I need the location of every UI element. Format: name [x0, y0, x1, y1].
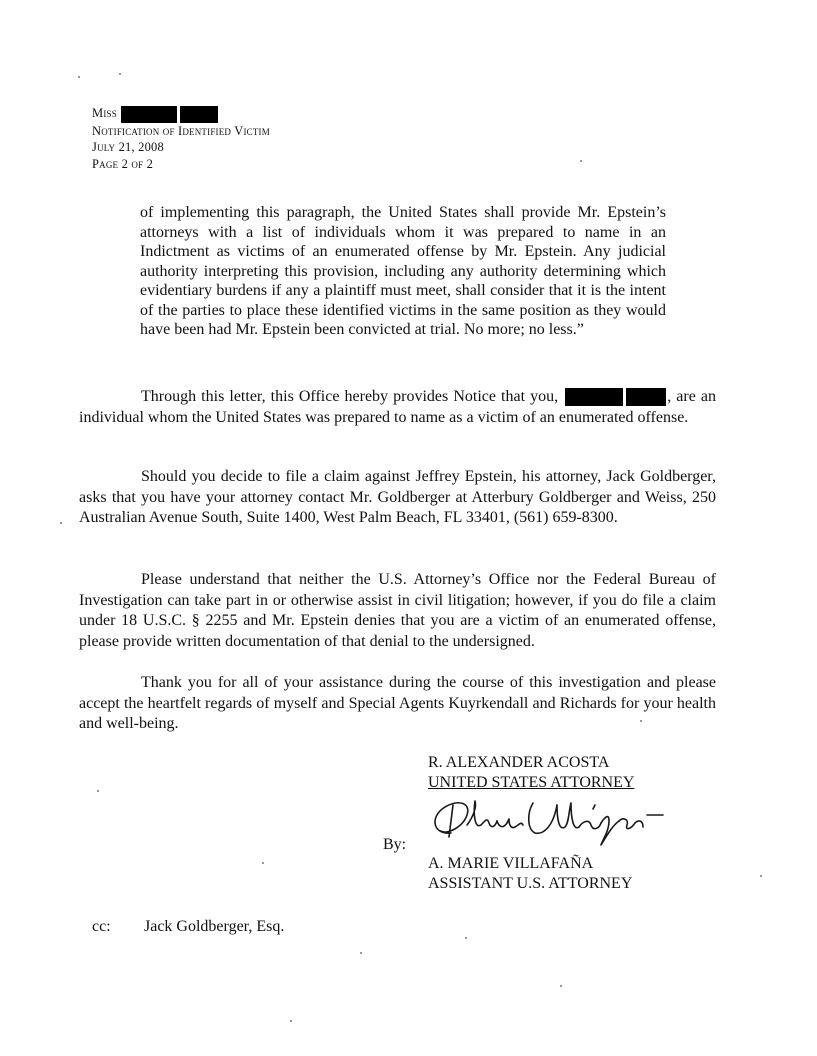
scan-speck: [465, 937, 467, 939]
scan-speck: [640, 720, 642, 722]
redaction-block: [121, 106, 177, 123]
scan-speck: [580, 160, 582, 162]
cc-label: cc:: [92, 918, 111, 935]
redaction-block: [626, 388, 666, 406]
header-date: July 21, 2008: [92, 140, 164, 155]
scan-speck: [760, 875, 762, 877]
signer-block: [428, 854, 632, 894]
civil-litigation-paragraph: [79, 570, 716, 652]
handwritten-signature: [423, 795, 683, 847]
scan-speck: [119, 73, 121, 75]
signer-title: ASSISTANT U.S. ATTORNEY: [428, 875, 633, 892]
notice-text-end: , are an individual whom the United States was prepared to name as a victim of an enumerated offense.: [79, 388, 717, 426]
redaction-block: [565, 388, 623, 406]
scan-speck: [262, 862, 264, 864]
civil-litigation-text: Please understand that neither the U.S. Attorney’s Office nor the Federal Bureau of Investigation can take part in or otherwise assist in civil litigation; however, if you do file a claim under 18 U.S.C. § 2255 and Mr. Epstein denies that you are a victim of an enumerated offense, please provide written documentation of that denial to the undersigned.: [79, 571, 716, 650]
closing-text: Thank you for all of your assistance during the course of this investigation and please accept the heartfelt regards of myself and Special Agents Kuyrkendall and Richards for your health and well-being.: [79, 674, 716, 732]
scan-speck: [97, 790, 99, 792]
header-miss-label: Miss: [92, 106, 117, 120]
closing-paragraph: [79, 673, 716, 735]
attorney-name: R. ALEXANDER ACOSTA: [428, 754, 610, 771]
quoted-paragraph: of implementing this paragraph, the United States shall provide Mr. Epstein’s attorneys with a list of individuals whom it was prepared to name in an Indictment as victims of an enumerated offense by Mr. Epstein. Any judicial authority interpreting this provision, including any authority determining which evidentiary burdens if any a plaintiff must meet, shall consider that it is the intent of the parties to place these identified victims in the same position as they would have been had Mr. Epstein been convicted at trial. No more; no less.”: [140, 204, 666, 338]
signer-name: A. MARIE VILLAFAÑA: [428, 855, 594, 872]
attorney-title: UNITED STATES ATTORNEY: [428, 774, 635, 791]
by-label: By:: [383, 836, 407, 853]
cc-recipient: Jack Goldberger, Esq.: [144, 918, 285, 935]
scan-speck: [560, 985, 562, 987]
scan-speck: [290, 1020, 292, 1022]
header-page-number: Page 2 of 2: [92, 156, 154, 171]
notice-text-start: Through this letter, this Office hereby provides Notice that you,: [141, 388, 559, 405]
scan-speck: [60, 522, 62, 524]
redaction-block: [180, 106, 218, 123]
claim-text: Should you decide to file a claim against Jeffrey Epstein, his attorney, Jack Goldberger, asks that you have your attorney contact Mr. Goldberger at Atterbury Goldberger and Weiss, 250 Australian Avenue South, Suite 1400, West Palm Beach, FL 33401, (561) 659-8300.: [79, 468, 716, 526]
header-notification: Notification of Identified Victim: [92, 123, 270, 138]
header-recipient-line: [92, 105, 270, 123]
signature-block: [428, 753, 634, 793]
letter-header: [92, 105, 270, 172]
claim-paragraph: [79, 467, 716, 529]
cc-line: [92, 918, 284, 936]
notice-paragraph: [79, 387, 716, 428]
scan-speck: [360, 952, 362, 954]
scan-speck: [78, 76, 80, 78]
